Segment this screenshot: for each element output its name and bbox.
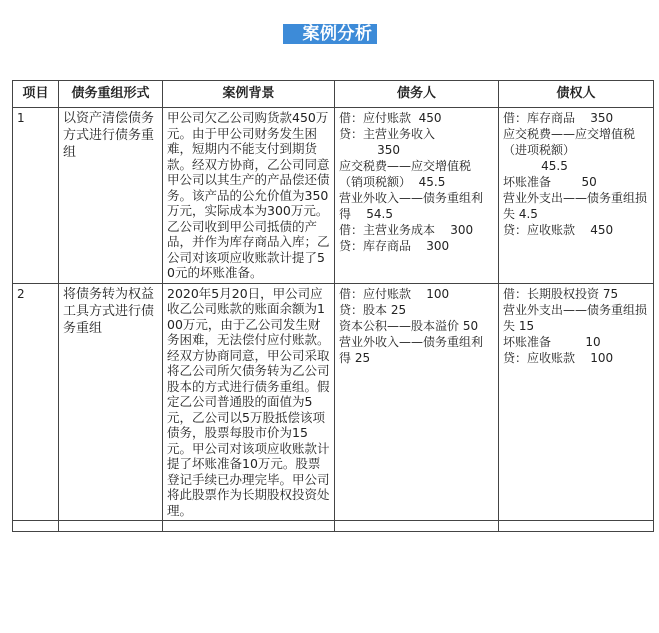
- creditor-entry: 借：长期股权投资 75: [503, 286, 619, 301]
- creditor-entry: 营业外支出——债务重组损失 4.5: [503, 191, 648, 221]
- debtor-entry: 贷：库存商品 300: [339, 239, 450, 253]
- header-case-background: 案例背景: [163, 81, 335, 108]
- creditor-entry: 45.5: [503, 159, 568, 173]
- table-row-partial: [13, 521, 654, 532]
- header-creditor: 债权人: [499, 81, 654, 108]
- header-restructuring-form: 债务重组形式: [59, 81, 163, 108]
- table-row: [13, 283, 654, 521]
- table-row: [13, 108, 654, 284]
- title-bar: [0, 24, 659, 44]
- creditor-entry: 坏账准备 50: [503, 175, 597, 189]
- creditor-entries: [499, 283, 654, 521]
- debtor-entry: 营业外收入——债务重组利得 25: [339, 334, 484, 365]
- case-background: 甲公司欠乙公司购货款450万元。由于甲公司财务发生困难，短期内不能支付到期货款。经双方协商，乙公司同意甲公司以其生产的产品偿还债务。该产品的公允价值为350万元，实际成本为300万元。乙公司收到甲公司抵债的产品，并作为库存商品入库；乙公司对该项应收账款计提了50元的坏账准备。: [163, 108, 335, 284]
- restructuring-form: 以资产清偿债务方式进行债务重组: [59, 108, 163, 284]
- table-cell: [13, 521, 59, 532]
- table-cell: [499, 521, 654, 532]
- debtor-entry: 贷：股本 25: [339, 302, 407, 317]
- debtor-entry: 350: [339, 143, 401, 157]
- creditor-entry: 营业外支出——债务重组损失 15: [503, 302, 648, 333]
- table-header-row: [13, 81, 654, 108]
- header-debtor: 债务人: [335, 81, 499, 108]
- table-cell: [335, 521, 499, 532]
- debtor-entry: 营业外收入——债务重组利得 54.5: [339, 191, 484, 221]
- creditor-entry: 贷：应收账款 450: [503, 223, 614, 237]
- creditor-entries: [499, 108, 654, 284]
- table-cell: [59, 521, 163, 532]
- debtor-entry: 应交税费——应交增值税（销项税额） 45.5: [339, 159, 472, 189]
- debtor-entry: 借：应付账款 450: [339, 111, 442, 125]
- case-background: 2020年5月20日，甲公司应收乙公司账款的账面余额为100万元，由于乙公司发生财务困难，无法偿付应付账款。经双方协商同意，甲公司采取将乙公司所欠债务转为乙公司股本的方式进行债务重组。假定乙公司普通股的面值为5元，乙公司以5万股抵偿该项债务，股票每股市价为15元。甲公司对该项应收账款计提了坏账准备10万元。股票登记手续已办理完毕。甲公司将此股票作为长期股权投资处理。: [163, 283, 335, 521]
- case-analysis-table: [12, 80, 654, 532]
- debtor-entry: 借：主营业务成本 300: [339, 223, 474, 237]
- creditor-entry: 坏账准备 10: [503, 334, 601, 349]
- page-title: 案例分析: [283, 24, 377, 44]
- header-item-no: 项目: [13, 81, 59, 108]
- table-cell: [163, 521, 335, 532]
- restructuring-form: 将债务转为权益工具方式进行债务重组: [59, 283, 163, 521]
- debtor-entry: 资本公积——股本溢价 50: [339, 318, 479, 333]
- debtor-entry: 借：应付账款 100: [339, 286, 450, 301]
- row-number: 1: [13, 108, 59, 284]
- debtor-entry: 贷：主营业务收入: [339, 127, 436, 141]
- debtor-entries: [335, 283, 499, 521]
- creditor-entry: 应交税费——应交增值税（进项税额）: [503, 127, 636, 157]
- creditor-entry: 贷：应收账款 100: [503, 350, 614, 365]
- debtor-entries: [335, 108, 499, 284]
- creditor-entry: 借：库存商品 350: [503, 111, 614, 125]
- row-number: 2: [13, 283, 59, 521]
